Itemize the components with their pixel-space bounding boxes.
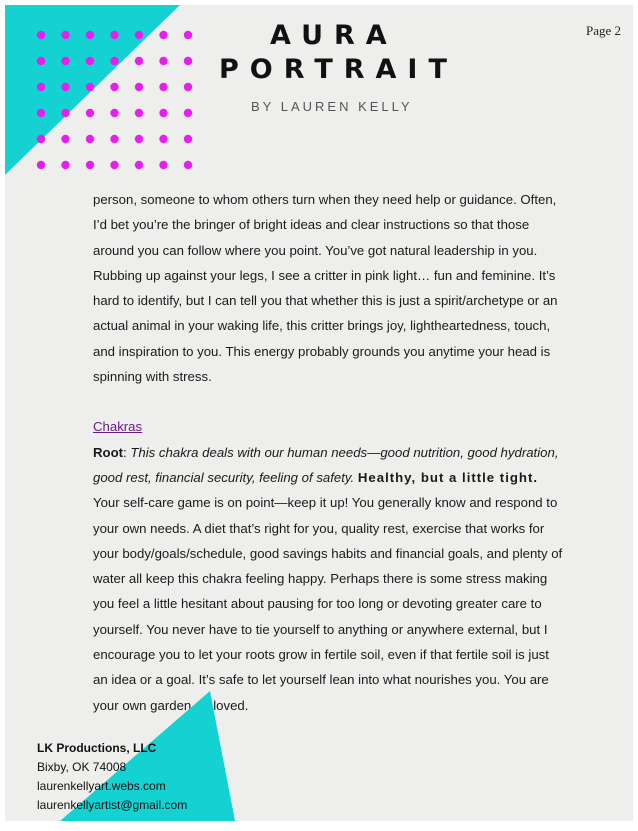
header-decoration <box>5 5 205 185</box>
magenta-dot <box>86 83 94 91</box>
magenta-dot <box>86 135 94 143</box>
root-status: Healthy, but a little tight. <box>357 469 539 485</box>
footer-contact <box>37 739 187 815</box>
body-text <box>93 187 563 718</box>
brand-title <box>219 19 458 87</box>
intro-paragraph: person, someone to whom others turn when they need help or guidance. Often, I’d bet you’re the bringer of bright ideas and clear instructions so that those around you can follow where you point. You’ve got natural leadership in you. Rubbing up against your legs, I see a critter in pink light… fun and feminine. It’s hard to identify, but I can tell you that whether this is just a spirit/archetype or an actual animal in your waking life, this critter brings joy, lightheartedness, touch, and inspiration to you. This energy probably grounds you anytime your head is spinning with stress. <box>93 192 558 385</box>
magenta-dot <box>61 83 69 91</box>
document-page <box>5 5 633 821</box>
brand-title-line2: PORTRAIT <box>219 54 458 85</box>
magenta-dot <box>37 109 45 117</box>
magenta-dot <box>159 109 167 117</box>
magenta-dot <box>61 57 69 65</box>
magenta-dot <box>159 83 167 91</box>
root-colon: : <box>123 444 131 460</box>
page-number: Page 2 <box>585 23 621 38</box>
footer-email[interactable]: laurenkellyartist@gmail.com <box>37 798 188 812</box>
brand-byline: BY LAUREN KELLY <box>251 99 413 114</box>
magenta-dot <box>61 109 69 117</box>
magenta-dot <box>37 31 45 39</box>
magenta-dot <box>37 161 45 169</box>
magenta-dot <box>184 31 192 39</box>
magenta-dot <box>37 57 45 65</box>
magenta-dot <box>110 109 118 117</box>
magenta-dot <box>37 135 45 143</box>
magenta-dot <box>86 109 94 117</box>
root-text: Your self-care game is on point—keep it up! You generally know and respond to your own needs. A diet that’s right for you, quality rest, exercise that works for your body/goals/schedule, good savings habits and financial goals, and plenty of water all keep this chakra feeling happy. Perhaps there is some stress making you feel a little hesitant about pausing for too long or devoting greater care to yourself. You never have to tie yourself to anything or anywhere external, but I encourage you to let your roots grow in fertile soil, even if that fertile soil is just an idea or a goal. It’s safe to let yourself lean into what nourishes you. You are your own garden, beloved. <box>93 495 563 713</box>
root-chakra-paragraph <box>93 440 563 718</box>
root-description: This chakra deals with our human needs—good nutrition, good hydration, good rest, financial security, feeling of safety. <box>93 444 559 485</box>
magenta-dot <box>159 161 167 169</box>
magenta-dot <box>110 83 118 91</box>
magenta-dot <box>184 161 192 169</box>
magenta-dot <box>135 57 143 65</box>
brand-title-line1: AURA <box>270 20 398 51</box>
magenta-dot <box>135 83 143 91</box>
magenta-dot <box>184 57 192 65</box>
magenta-dot <box>135 31 143 39</box>
magenta-dot <box>135 161 143 169</box>
magenta-dot <box>184 83 192 91</box>
magenta-dot <box>135 135 143 143</box>
magenta-dot <box>159 31 167 39</box>
root-label: Root <box>93 444 124 460</box>
magenta-dot <box>135 109 143 117</box>
magenta-dot <box>184 135 192 143</box>
magenta-dot <box>110 31 118 39</box>
magenta-dot <box>37 83 45 91</box>
magenta-dot <box>86 57 94 65</box>
magenta-dot <box>184 109 192 117</box>
magenta-dot <box>110 57 118 65</box>
magenta-dot <box>61 135 69 143</box>
footer-location: Bixby, OK 74008 <box>37 760 127 774</box>
magenta-dot <box>110 161 118 169</box>
magenta-dot <box>86 31 94 39</box>
magenta-dot <box>159 57 167 65</box>
footer-company: LK Productions, LLC <box>37 741 157 755</box>
magenta-dot <box>159 135 167 143</box>
magenta-dot <box>61 161 69 169</box>
chakras-section-link[interactable]: Chakras <box>93 419 143 435</box>
magenta-dot <box>61 31 69 39</box>
magenta-dot <box>86 161 94 169</box>
footer-website[interactable]: laurenkellyart.webs.com <box>37 779 166 793</box>
magenta-dot <box>110 135 118 143</box>
